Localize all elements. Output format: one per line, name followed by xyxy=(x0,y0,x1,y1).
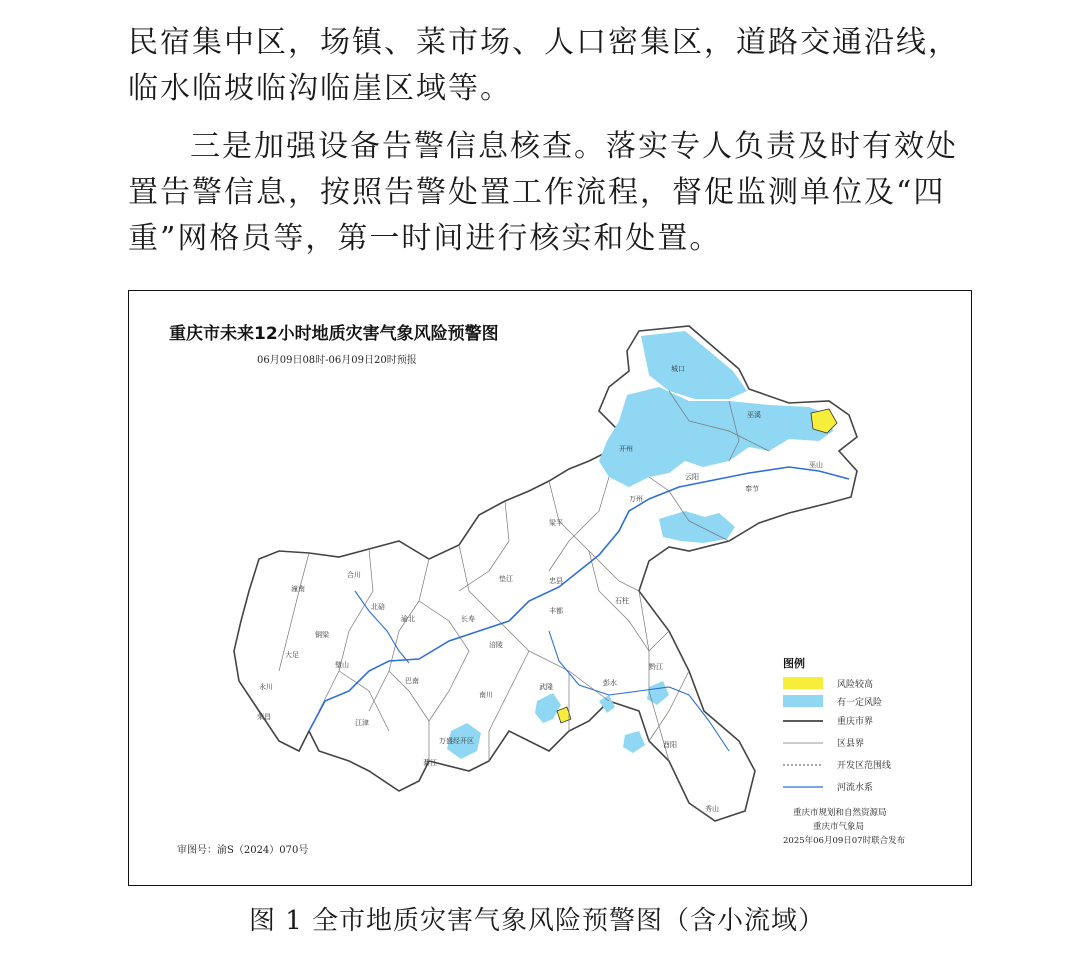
label-youyang: 酉阳 xyxy=(663,741,677,749)
legend-swatch-some-risk xyxy=(783,695,823,707)
label-nanchuan: 南川 xyxy=(479,691,493,699)
label-wushan: 巫山 xyxy=(809,461,823,469)
label-wansheng: 万盛经开区 xyxy=(439,737,474,745)
legend-label-high-risk: 风险较高 xyxy=(837,680,874,690)
label-yunyang: 云阳 xyxy=(685,473,699,481)
legend-label-district-boundary: 区县界 xyxy=(837,739,865,749)
risk-map xyxy=(128,290,972,886)
label-kaizhou: 开州 xyxy=(619,445,633,453)
map-subtitle: 06月09日08时-06月09日20时预报 xyxy=(257,355,417,366)
label-pengshui: 彭水 xyxy=(603,679,617,687)
map-canvas xyxy=(129,291,973,887)
label-jiangjin: 江津 xyxy=(355,719,369,727)
label-bishan: 璧山 xyxy=(335,661,349,669)
issue-time: 2025年06月09日07时联合发布 xyxy=(783,836,906,846)
figure-caption: 图 1 全市地质灾害气象风险预警图（含小流域） xyxy=(248,906,826,936)
label-xiushan: 秀山 xyxy=(705,805,719,813)
legend-label-river: 河流水系 xyxy=(837,783,874,793)
label-changshou: 长寿 xyxy=(461,615,475,623)
label-tongliang: 铜梁 xyxy=(315,631,329,639)
label-dianjiang: 垫江 xyxy=(499,575,513,583)
label-fengdu: 丰都 xyxy=(549,607,563,615)
paragraph-1: 民宿集中区，场镇、菜市场、人口密集区，道路交通沿线，临水临坡临沟临崖区域等。 xyxy=(128,25,960,106)
label-fuling: 涪陵 xyxy=(489,641,503,649)
label-wuxi: 巫溪 xyxy=(747,411,761,419)
label-tongnan: 潼南 xyxy=(291,585,305,593)
label-yubei: 渝北 xyxy=(401,615,415,623)
issuer-1: 重庆市规划和自然资源局 xyxy=(793,808,887,818)
legend-title: 图例 xyxy=(783,657,805,670)
label-fengjie: 奉节 xyxy=(745,485,759,493)
map-title: 重庆市未来12小时地质灾害气象风险预警图 xyxy=(169,324,499,344)
issuer-2: 重庆市气象局 xyxy=(813,822,865,832)
legend xyxy=(783,656,906,846)
legend-label-city-boundary: 重庆市界 xyxy=(837,717,874,727)
label-shizhu: 石柱 xyxy=(615,597,629,605)
approval-number: 审图号：渝S（2024）070号 xyxy=(177,845,309,856)
label-zhongxian: 忠县 xyxy=(549,577,563,585)
label-chengkou: 城口 xyxy=(671,365,685,373)
label-wanzhou: 万州 xyxy=(629,495,643,503)
label-yongchuan: 永川 xyxy=(259,683,273,691)
label-qianjiang: 黔江 xyxy=(649,663,663,671)
label-liangping: 梁平 xyxy=(549,519,563,527)
legend-swatch-high-risk xyxy=(783,677,823,689)
legend-label-dev-zone: 开发区范围线 xyxy=(837,761,892,771)
label-dazu: 大足 xyxy=(285,651,299,659)
paragraph-2: 三是加强设备告警信息核查。落实专人负责及时有效处置告警信息，按照告警处置工作流程，督促监测单位及“四重”网格员等，第一时间进行核实和处置。 xyxy=(128,129,958,256)
legend-label-some-risk: 有一定风险 xyxy=(837,698,883,708)
label-banan: 巴南 xyxy=(405,677,419,685)
label-wulong: 武隆 xyxy=(539,683,553,691)
chongqing-boundary xyxy=(234,326,857,821)
label-rongchang: 荣昌 xyxy=(257,713,271,721)
label-hechuan: 合川 xyxy=(347,571,361,579)
label-beibei: 北碚 xyxy=(371,603,385,611)
label-qijiang: 綦江 xyxy=(423,759,437,767)
